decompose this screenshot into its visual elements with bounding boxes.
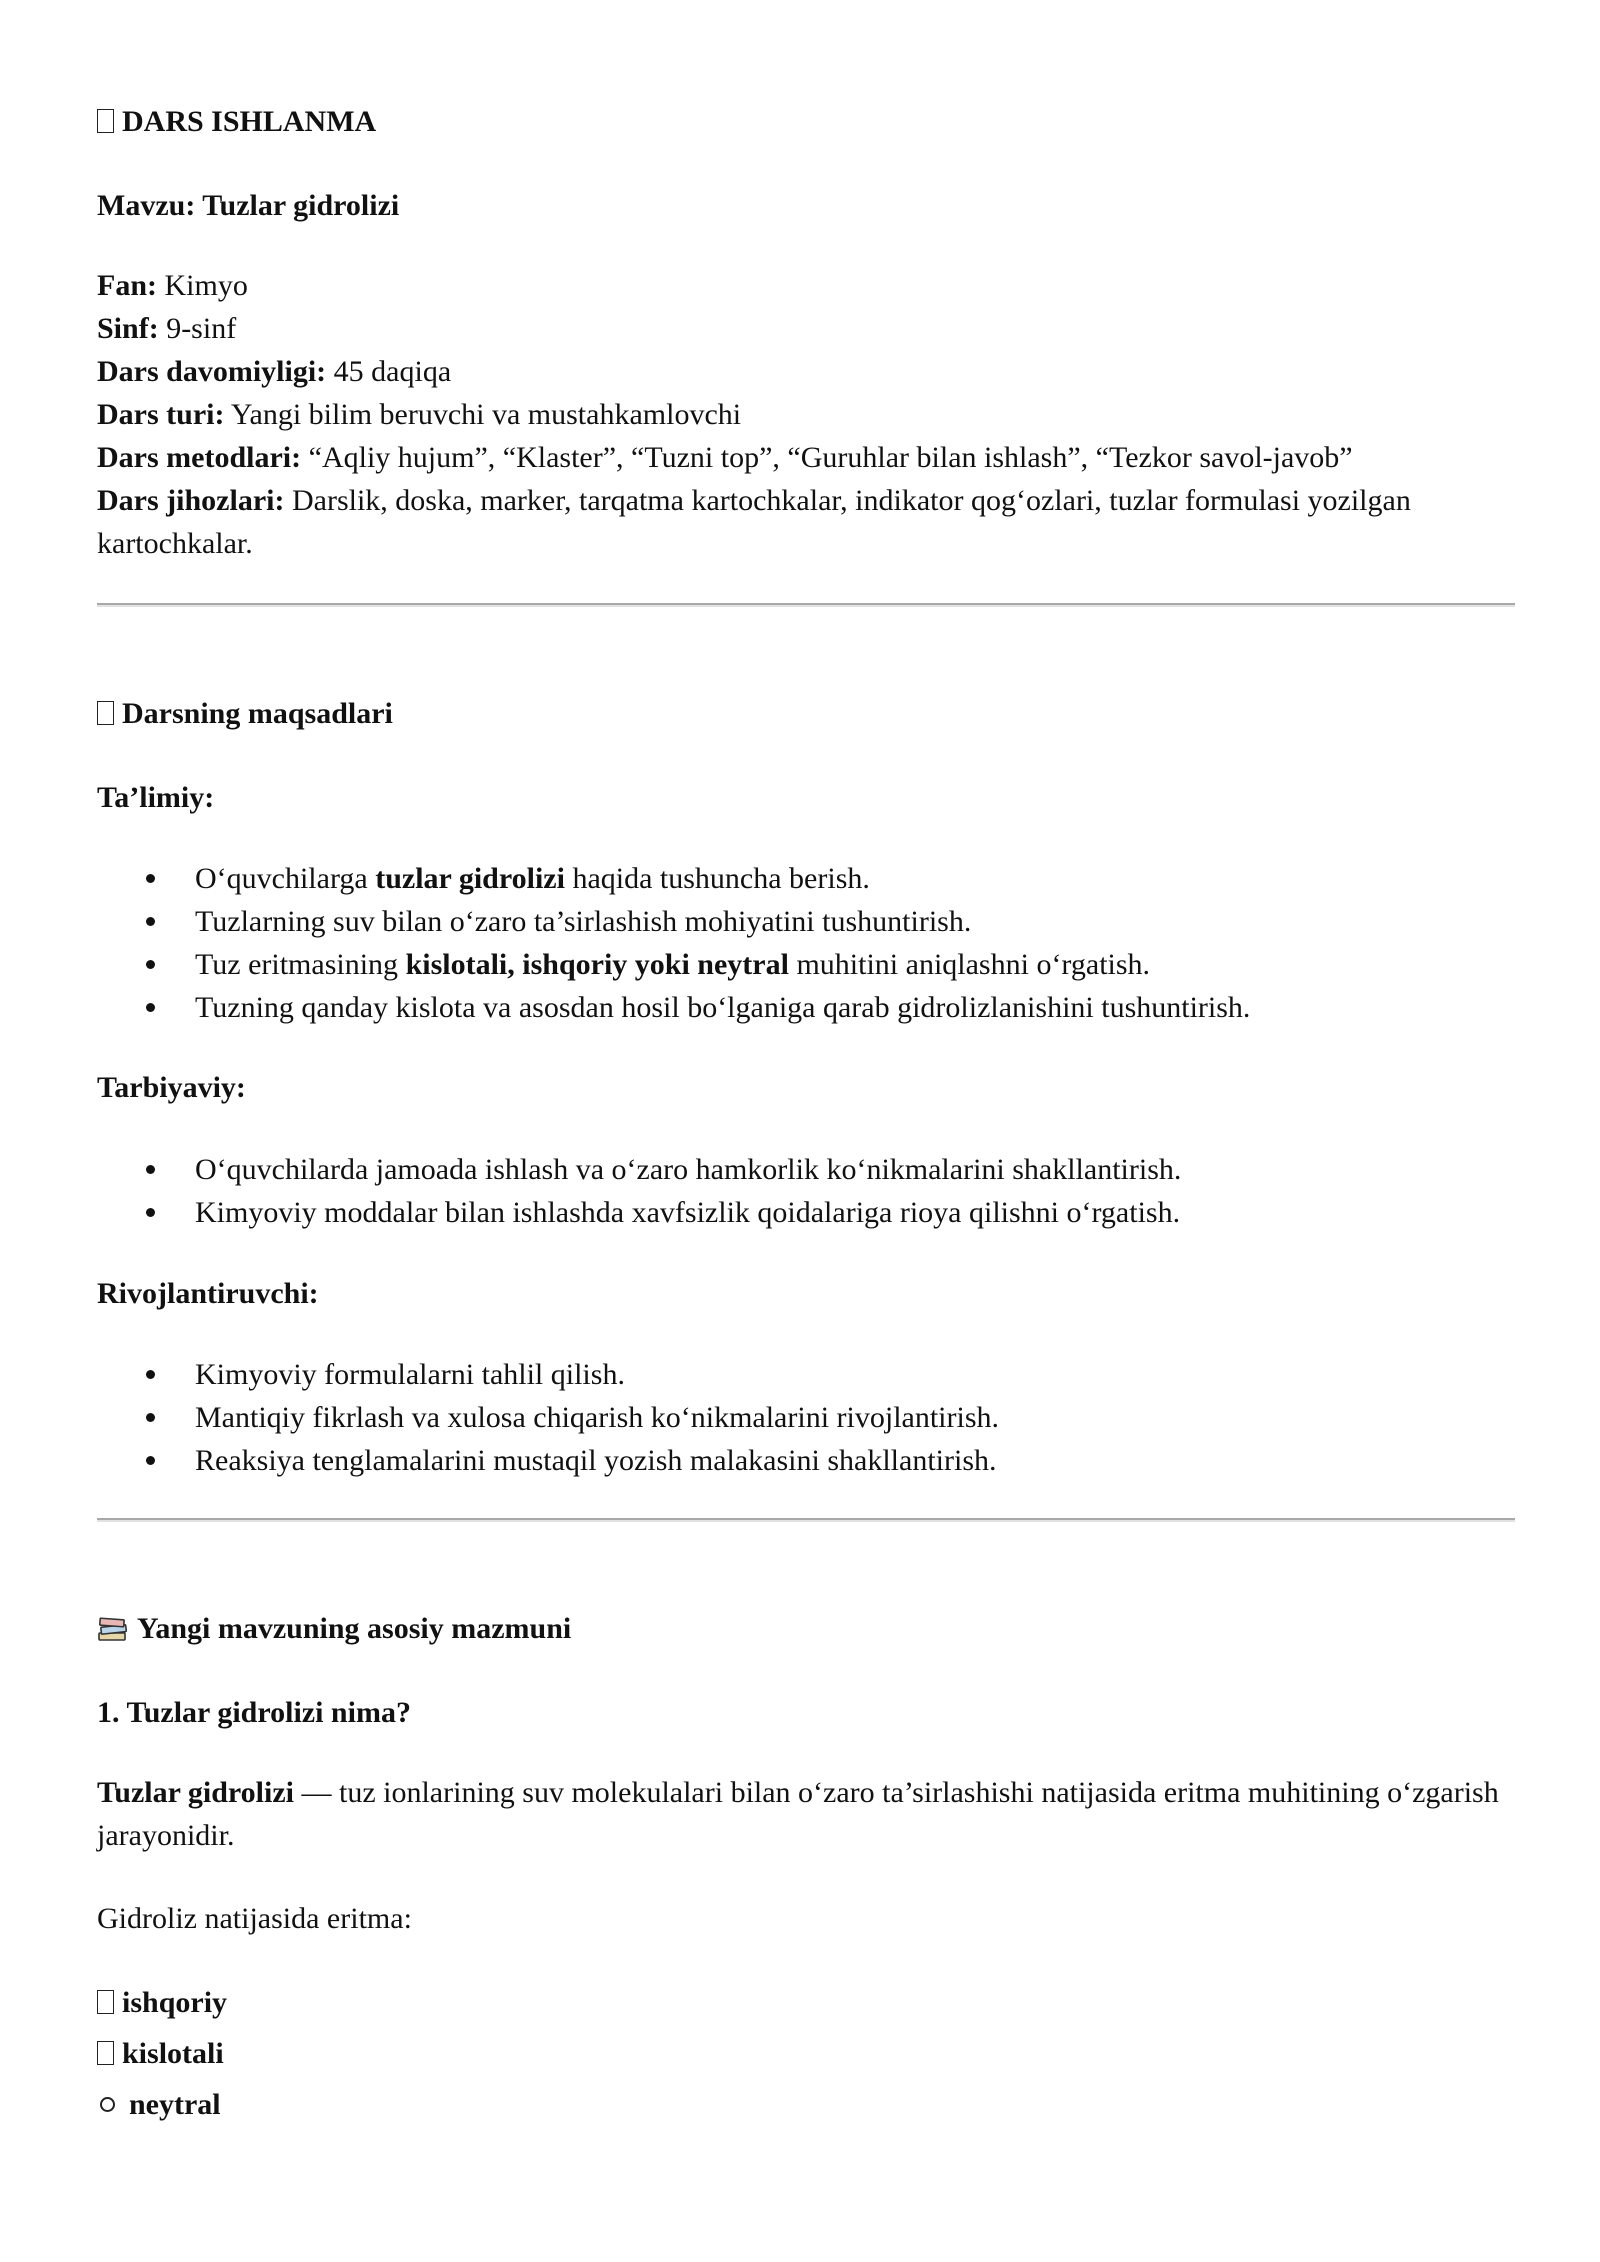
circle-icon — [100, 2097, 115, 2112]
bullet-icon — [146, 1370, 155, 1379]
list-item: Reaksiya tenglamalarini mustaqil yozish malakasini shakllantirish. — [97, 1439, 1517, 1482]
bullet-icon — [146, 1413, 155, 1422]
goals-heading: Darsning maqsadlari — [97, 692, 1517, 735]
rivojlantiruvchi-list — [97, 1353, 1517, 1482]
info-duration: Dars davomiyligi: 45 daqiqa — [97, 355, 452, 388]
missing-glyph-icon — [97, 701, 114, 725]
content-subheading: 1. Tuzlar gidrolizi nima? — [97, 1696, 411, 1729]
bullet-icon — [146, 1165, 155, 1174]
missing-glyph-icon — [97, 109, 114, 133]
info-lesson-type: Dars turi: Yangi bilim beruvchi va mustahkamlovchi — [97, 398, 742, 431]
tarbiyaviy-heading: Tarbiyaviy: — [97, 1071, 246, 1104]
books-icon — [97, 1616, 129, 1642]
lesson-topic: Mavzu: Tuzlar gidrolizi — [97, 189, 400, 222]
tarbiyaviy-list — [97, 1148, 1517, 1234]
section-divider — [97, 1518, 1515, 1522]
result-alkaline: ishqoriy — [97, 1981, 1517, 2024]
info-equipment: Dars jihozlari: Darslik, doska, marker, tarqatma kartochkalar, indikator qog‘ozlari, tuzlar formulasi yozilgan kartochkalar. — [97, 484, 1411, 560]
bullet-icon — [146, 874, 155, 883]
list-item: Tuzlarning suv bilan o‘zaro ta’sirlashish mohiyatini tushuntirish. — [97, 900, 1517, 943]
bullet-icon — [146, 917, 155, 926]
bullet-icon — [146, 1003, 155, 1012]
info-grade: Sinf: 9-sinf — [97, 312, 237, 345]
document-title: DARS ISHLANMA — [97, 100, 1517, 143]
list-item: Tuzning qanday kislota va asosdan hosil bo‘lganiga qarab gidrolizlanishini tushuntirish. — [97, 986, 1517, 1029]
rivojlantiruvchi-heading: Rivojlantiruvchi: — [97, 1277, 319, 1310]
list-item: Kimyoviy moddalar bilan ishlashda xavfsizlik qoidalariga rioya qilishni o‘rgatish. — [97, 1191, 1517, 1234]
result-intro: Gidroliz natijasida eritma: — [97, 1902, 412, 1935]
info-methods: Dars metodlari: “Aqliy hujum”, “Klaster”, “Tuzni top”, “Guruhlar bilan ishlash”, “Tezkor savol-javob” — [97, 441, 1353, 474]
result-neutral: neytral — [97, 2083, 1517, 2126]
missing-glyph-icon — [97, 1990, 114, 2014]
content-heading: Yangi mavzuning asosiy mazmuni — [97, 1607, 1517, 1650]
list-item: Kimyoviy formulalarni tahlil qilish. — [97, 1353, 1517, 1396]
list-item: O‘quvchilarga tuzlar gidrolizi haqida tushuncha berish. — [97, 857, 1517, 900]
definition-paragraph: Tuzlar gidrolizi — tuz ionlarining suv molekulalari bilan o‘zaro ta’sirlashishi natijasida eritma muhitining o‘zgarish jarayonidir. — [97, 1776, 1499, 1852]
bullet-icon — [146, 1208, 155, 1217]
result-acidic: kislotali — [97, 2032, 1517, 2075]
list-item: Tuz eritmasining kislotali, ishqoriy yoki neytral muhitini aniqlashni o‘rgatish. — [97, 943, 1517, 986]
section-divider — [97, 603, 1515, 607]
bullet-icon — [146, 960, 155, 969]
lesson-info — [97, 264, 1497, 565]
missing-glyph-icon — [97, 2041, 114, 2065]
info-subject: Fan: Kimyo — [97, 269, 248, 302]
bullet-icon — [146, 1456, 155, 1465]
list-item: O‘quvchilarda jamoada ishlash va o‘zaro hamkorlik ko‘nikmalarini shakllantirish. — [97, 1148, 1517, 1191]
talimiy-heading: Ta’limiy: — [97, 781, 215, 814]
talimiy-list — [97, 857, 1517, 1029]
list-item: Mantiqiy fikrlash va xulosa chiqarish ko‘nikmalarini rivojlantirish. — [97, 1396, 1517, 1439]
